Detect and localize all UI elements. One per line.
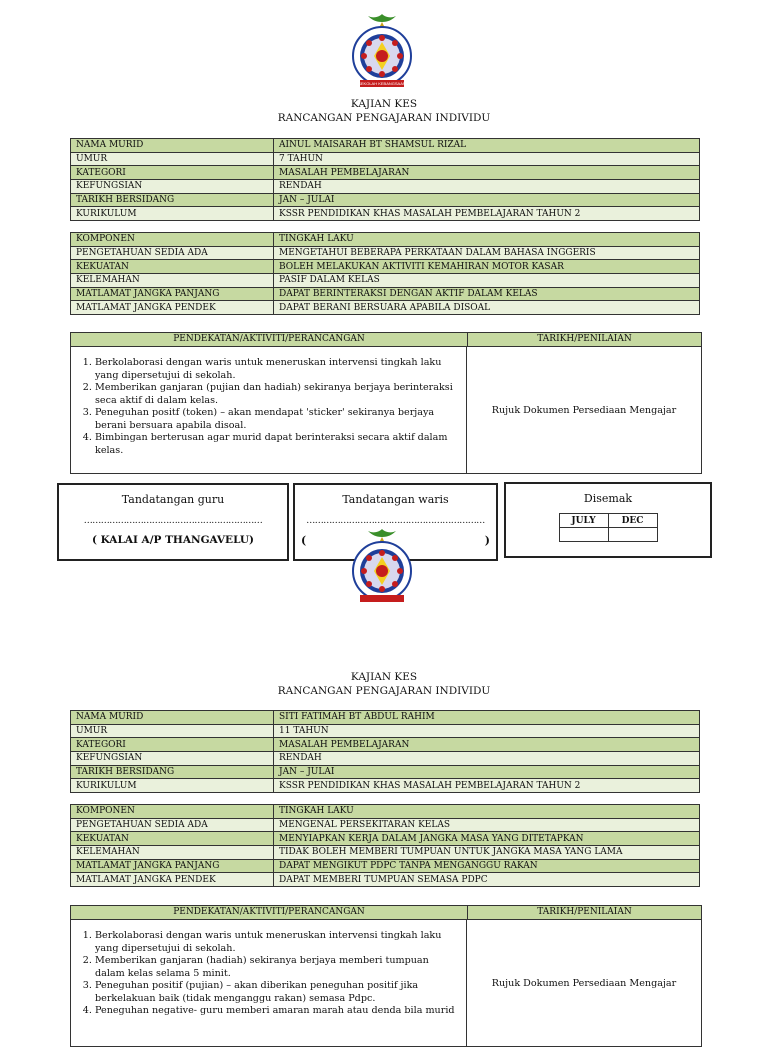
field-value: MENGETAHUI BEBERAPA PERKATAAN DALAM BAHASA INGGERIS (274, 246, 700, 260)
eval-text: Rujuk Dokumen Persediaan Mengajar (491, 977, 677, 989)
field-label: MATLAMAT JANGKA PANJANG (71, 859, 274, 873)
field-value: 11 TAHUN (274, 724, 700, 738)
component-table (70, 804, 700, 887)
field-value: DAPAT BERANI BERSUARA APABILA DISOAL (274, 301, 700, 315)
table-row (71, 859, 700, 873)
month-dec: DEC (608, 514, 657, 528)
field-label: UMUR (71, 152, 274, 166)
field-value: RENDAH (274, 752, 700, 766)
activity-item: 1. Berkolaborasi dengan waris untuk meneruskan intervensi tingkah laku yang dipersetujui di sekolah. (95, 930, 460, 955)
july-check-cell[interactable] (559, 528, 608, 542)
field-value: AINUL MAISARAH BT SHAMSUL RIZAL (274, 139, 700, 153)
activity-item: 2. Memberikan ganjaran (hadiah) sekiranya berjaya memberi tumpuan dalam kelas selama 5 minit. (95, 955, 460, 980)
title-case-study: KAJIAN KES (350, 98, 418, 110)
checked-label: Disemak (583, 492, 633, 505)
field-label: MATLAMAT JANGKA PENDEK (71, 301, 274, 315)
table-row (71, 846, 700, 860)
table-row (71, 779, 700, 793)
field-label: KOMPONEN (71, 805, 274, 819)
table-row (71, 711, 700, 725)
field-value: JAN – JULAI (274, 765, 700, 779)
field-label: MATLAMAT JANGKA PANJANG (71, 287, 274, 301)
table-row (71, 287, 700, 301)
table-row (71, 152, 700, 166)
field-label: TARIKH BERSIDANG (71, 193, 274, 207)
table-row (71, 246, 700, 260)
table-row (71, 832, 700, 846)
field-label: NAMA MURID (71, 139, 274, 153)
plan-box (70, 905, 702, 1047)
activity-list (77, 357, 460, 457)
table-row (71, 207, 700, 221)
table-row (71, 738, 700, 752)
doc-title (0, 670, 768, 698)
plan-header: PENDEKATAN/AKTIVITI/PERANCANGAN (71, 333, 468, 346)
plan-box (70, 332, 702, 474)
title-case-study: KAJIAN KES (350, 671, 418, 683)
field-value: KSSR PENDIDIKAN KHAS MASALAH PEMBELAJARAN TAHUN 2 (274, 207, 700, 221)
field-label: KEKUATAN (71, 260, 274, 274)
field-value: JAN – JULAI (274, 193, 700, 207)
table-row (71, 274, 700, 288)
table-row (71, 193, 700, 207)
activity-item: 2. Memberikan ganjaran (pujian dan hadiah) sekiranya berjaya berinteraksi seca aktif di dalam kelas. (95, 382, 460, 407)
table-row (71, 233, 700, 247)
activity-item: 4. Bimbingan berterusan agar murid dapat berinteraksi secara aktif dalam kelas. (95, 432, 460, 457)
eval-header: TARIKH/PENILAIAN (537, 907, 632, 917)
eval-header: TARIKH/PENILAIAN (537, 334, 632, 344)
field-label: TARIKH BERSIDANG (71, 765, 274, 779)
table-row (71, 805, 700, 819)
field-value: SITI FATIMAH BT ABDUL RAHIM (274, 711, 700, 725)
field-value: DAPAT BERINTERAKSI DENGAN AKTIF DALAM KELAS (274, 287, 700, 301)
field-value: MENYIAPKAN KERJA DALAM JANGKA MASA YANG DITETAPKAN (274, 832, 700, 846)
teacher-name: ( KALAI A/P THANGAVELU) (91, 534, 254, 546)
field-label: MATLAMAT JANGKA PENDEK (71, 873, 274, 887)
activity-item: 1. Berkolaborasi dengan waris untuk meneruskan intervensi tingkah laku yang dipersetujui di sekolah. (95, 357, 460, 382)
field-value: TINGKAH LAKU (274, 233, 700, 247)
eval-text: Rujuk Dokumen Persediaan Mengajar (491, 404, 677, 416)
field-label: KURIKULUM (71, 207, 274, 221)
month-july: JULY (559, 514, 608, 528)
field-value: DAPAT MEMBERI TUMPUAN SEMASA PDPC (274, 873, 700, 887)
table-row (71, 724, 700, 738)
table-row (71, 301, 700, 315)
student-info-table (70, 138, 700, 221)
field-label: KEFUNGSIAN (71, 752, 274, 766)
field-label: KATEGORI (71, 166, 274, 180)
parent-signature-label: Tandatangan waris (342, 493, 449, 506)
table-row (71, 818, 700, 832)
field-label: KOMPONEN (71, 233, 274, 247)
paren-close: ) (484, 534, 490, 547)
signature-line: ……………………………………………………… (306, 516, 485, 526)
table-row (71, 166, 700, 180)
field-value: PASIF DALAM KELAS (274, 274, 700, 288)
activity-item: 3. Peneguhan positf (token) – akan mendapat 'sticker' sekiranya berjaya berani bersuara apabila disoal. (95, 407, 460, 432)
field-label: UMUR (71, 724, 274, 738)
field-value: KSSR PENDIDIKAN KHAS MASALAH PEMBELAJARAN TAHUN 2 (274, 779, 700, 793)
field-label: KELEMAHAN (71, 846, 274, 860)
component-table (70, 232, 700, 315)
table-row (71, 752, 700, 766)
paren-open: ( (301, 534, 307, 547)
dec-check-cell[interactable] (608, 528, 657, 542)
title-plan: RANCANGAN PENGAJARAN INDIVIDU (277, 685, 491, 697)
table-row (71, 260, 700, 274)
plan-header: PENDEKATAN/AKTIVITI/PERANCANGAN (71, 906, 468, 919)
field-value: MASALAH PEMBELAJARAN (274, 738, 700, 752)
teacher-signature-box (57, 483, 289, 561)
field-value: 7 TAHUN (274, 152, 700, 166)
activity-item: 4. Peneguhan negative- guru memberi amaran marah atau denda bila murid (95, 1005, 460, 1018)
school-crest (350, 525, 414, 607)
field-label: KATEGORI (71, 738, 274, 752)
field-label: NAMA MURID (71, 711, 274, 725)
field-value: MENGENAL PERSEKITARAN KELAS (274, 818, 700, 832)
student-info-table (70, 710, 700, 793)
crest-banner: SEKOLAH KEBANGSAAN (358, 81, 406, 86)
field-value: BOLEH MELAKUKAN AKTIVITI KEMAHIRAN MOTOR KASAR (274, 260, 700, 274)
field-value: DAPAT MENGIKUT PDPC TANPA MENGANGGU RAKAN (274, 859, 700, 873)
field-label: KELEMAHAN (71, 274, 274, 288)
table-row (71, 873, 700, 887)
table-row (71, 765, 700, 779)
activity-list (77, 930, 460, 1018)
field-value: TIDAK BOLEH MEMBERI TUMPUAN UNTUK JANGKA MASA YANG LAMA (274, 846, 700, 860)
field-value: MASALAH PEMBELAJARAN (274, 166, 700, 180)
title-plan: RANCANGAN PENGAJARAN INDIVIDU (277, 112, 491, 124)
signature-line: ……………………………………………………… (83, 516, 263, 526)
field-label: PENGETAHUAN SEDIA ADA (71, 246, 274, 260)
teacher-signature-label: Tandatangan guru (121, 493, 225, 506)
field-label: KEKUATAN (71, 832, 274, 846)
activity-item: 3. Peneguhan positif (pujian) – akan diberikan peneguhan positif jika berkelakuan baik (tidak menganggu rakan) semasa Pdpc. (95, 980, 460, 1005)
checked-box (504, 482, 712, 558)
field-label: PENGETAHUAN SEDIA ADA (71, 818, 274, 832)
field-label: KEFUNGSIAN (71, 180, 274, 194)
table-row (71, 180, 700, 194)
field-value: RENDAH (274, 180, 700, 194)
doc-title (0, 97, 768, 125)
field-value: TINGKAH LAKU (274, 805, 700, 819)
table-row (71, 139, 700, 153)
field-label: KURIKULUM (71, 779, 274, 793)
checked-months-table (559, 513, 658, 542)
